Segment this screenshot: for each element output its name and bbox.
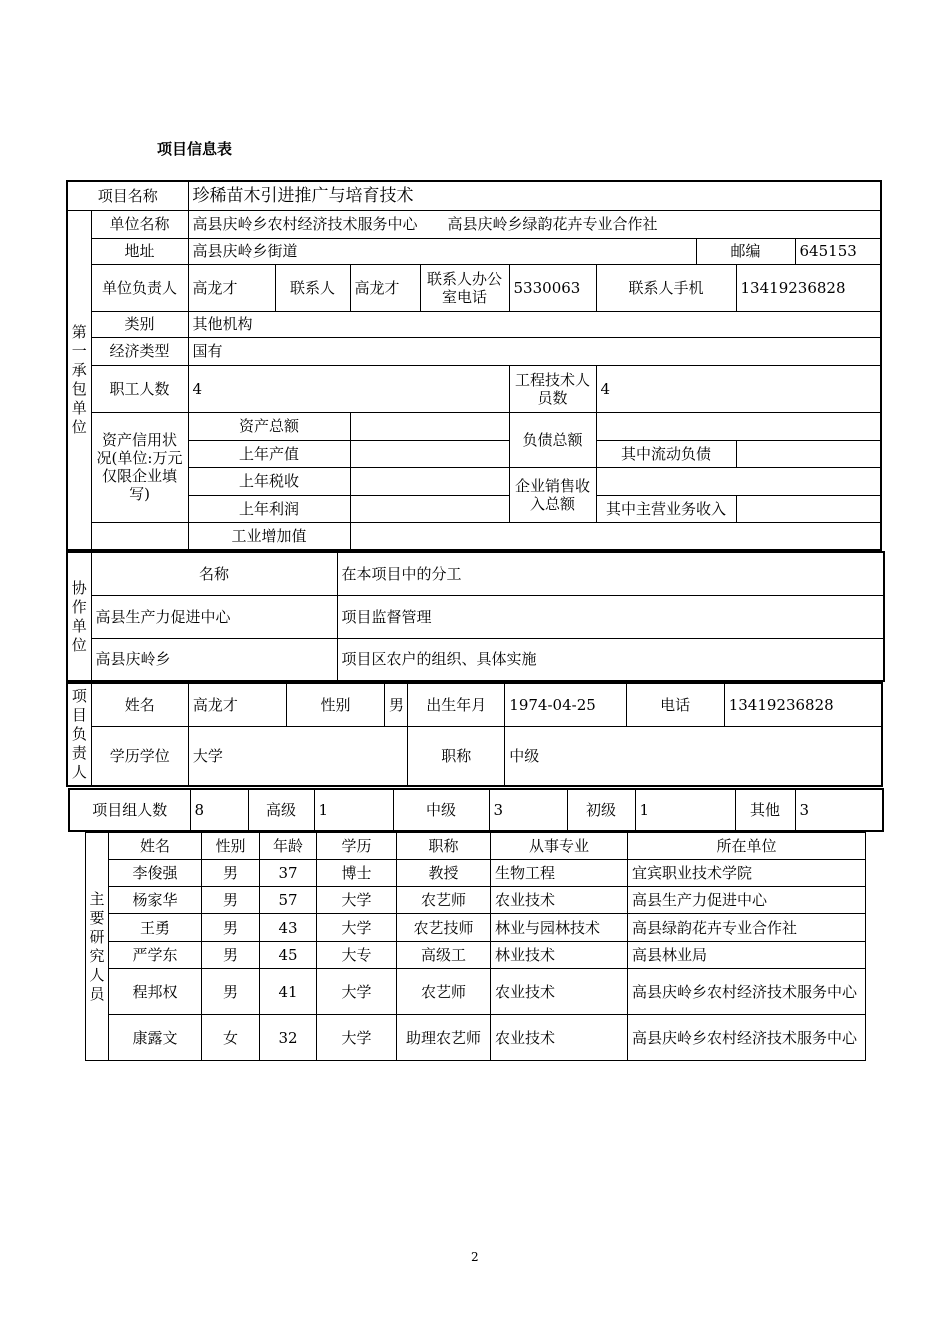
researchers-section-label: 主要研究人员: [86, 833, 109, 1061]
total-debt-value: [596, 412, 881, 440]
researcher-unit: 高县庆岭乡农村经济技术服务中心: [628, 969, 866, 1015]
researcher-title: 农艺师: [397, 887, 491, 914]
researcher-name: 程邦权: [109, 969, 202, 1015]
middle-value: 3: [489, 789, 567, 831]
senior-value: 1: [314, 789, 393, 831]
researcher-age: 41: [260, 969, 317, 1015]
postcode-value: 645153: [795, 238, 881, 264]
unit-name-label: 单位名称: [91, 210, 188, 238]
postcode-label: 邮编: [696, 238, 795, 264]
researcher-unit: 高县生产力促进中心: [628, 887, 866, 914]
leader-name-label: 姓名: [91, 683, 188, 726]
leader-title-value: 中级: [505, 726, 882, 786]
researcher-specialty: 农业技术: [491, 969, 628, 1015]
researcher-education: 博士: [317, 860, 397, 887]
leader-birth-label: 出生年月: [408, 683, 505, 726]
sales-income-label: 企业销售收入总额: [509, 467, 596, 522]
unit-info-table: [66, 180, 882, 551]
researcher-name: 王勇: [109, 914, 202, 942]
coop-row-name: 高县庆岭乡: [91, 638, 337, 681]
researcher-education: 大学: [317, 914, 397, 942]
mobile-label: 联系人手机: [596, 264, 736, 311]
other-label: 其他: [735, 789, 795, 831]
address-value: 高县庆岭乡街道: [188, 238, 696, 264]
researcher-gender: 男: [202, 860, 260, 887]
researcher-name: 杨家华: [109, 887, 202, 914]
total-debt-label: 负债总额: [509, 412, 596, 467]
other-value: 3: [795, 789, 883, 831]
cooperation-table: [66, 551, 885, 682]
researcher-title: 教授: [397, 860, 491, 887]
researcher-title: 农艺师: [397, 969, 491, 1015]
sales-income-value: [596, 467, 881, 495]
project-name-label: 项目名称: [67, 181, 188, 210]
table-row: [86, 1015, 866, 1061]
researcher-education: 大学: [317, 887, 397, 914]
industry-added-label: 工业增加值: [188, 522, 350, 550]
researcher-specialty: 林业与园林技术: [491, 914, 628, 942]
researcher-name: 李俊强: [109, 860, 202, 887]
category-value: 其他机构: [188, 311, 881, 337]
office-phone-value: 5330063: [509, 264, 596, 311]
engineer-count-value: 4: [596, 365, 881, 412]
main-income-label: 其中主营业务收入: [596, 495, 736, 522]
coop-role-header: 在本项目中的分工: [337, 552, 884, 595]
leader-title-label: 职称: [408, 726, 505, 786]
last-profit-label: 上年利润: [188, 495, 350, 522]
economy-type-label: 经济类型: [91, 337, 188, 365]
leader-birth-value: 1974-04-25: [505, 683, 626, 726]
researcher-name: 康露文: [109, 1015, 202, 1061]
first-contractor-section-label: 第一承包单位: [67, 210, 91, 550]
leader-edu-value: 大学: [188, 726, 407, 786]
last-output-label: 上年产值: [188, 440, 350, 467]
leader-phone-value: 13419236828: [724, 683, 882, 726]
researcher-gender: 女: [202, 1015, 260, 1061]
researcher-title: 高级工: [397, 942, 491, 969]
coop-row-role: 项目监督管理: [337, 595, 884, 638]
leader-name-value: 高龙才: [188, 683, 286, 726]
researcher-gender: 男: [202, 969, 260, 1015]
researcher-unit: 高县林业局: [628, 942, 866, 969]
researcher-specialty: 农业技术: [491, 887, 628, 914]
col-header: 从事专业: [491, 833, 628, 860]
last-tax-label: 上年税收: [188, 467, 350, 495]
researcher-age: 57: [260, 887, 317, 914]
col-header: 所在单位: [628, 833, 866, 860]
project-name-value: 珍稀苗木引进推广与培育技术: [188, 181, 881, 210]
page-title: 项目信息表: [157, 140, 233, 158]
researcher-unit: 宜宾职业技术学院: [628, 860, 866, 887]
coop-row-name: 高县生产力促进中心: [91, 595, 337, 638]
economy-type-value: 国有: [188, 337, 881, 365]
main-income-value: [736, 495, 881, 522]
researcher-education: 大学: [317, 1015, 397, 1061]
unit-head-label: 单位负责人: [91, 264, 188, 311]
leader-gender-value: 男: [384, 683, 407, 726]
last-profit-value: [350, 495, 509, 522]
coop-row-role: 项目区农户的组织、具体实施: [337, 638, 884, 681]
researcher-title: 农艺技师: [397, 914, 491, 942]
researcher-gender: 男: [202, 887, 260, 914]
col-header: 姓名: [109, 833, 202, 860]
researcher-title: 助理农艺师: [397, 1015, 491, 1061]
table-row: [86, 860, 866, 887]
researcher-unit: 高县绿韵花卉专业合作社: [628, 914, 866, 942]
engineer-count-label: 工程技术人员数: [509, 365, 596, 412]
unit-name-value: 高县庆岭乡农村经济技术服务中心 高县庆岭乡绿韵花卉专业合作社: [188, 210, 881, 238]
leader-edu-label: 学历学位: [91, 726, 188, 786]
researcher-education: 大专: [317, 942, 397, 969]
total-assets-label: 资产总额: [188, 412, 350, 440]
contact-value: 高龙才: [350, 264, 420, 311]
researcher-education: 大学: [317, 969, 397, 1015]
unit-head-value: 高龙才: [188, 264, 275, 311]
researcher-unit: 高县庆岭乡农村经济技术服务中心: [628, 1015, 866, 1061]
blank-cell: [91, 522, 188, 550]
researcher-age: 45: [260, 942, 317, 969]
team-count-table: [68, 788, 884, 832]
col-header: 年龄: [260, 833, 317, 860]
last-tax-value: [350, 467, 509, 495]
table-row: [86, 887, 866, 914]
last-output-value: [350, 440, 509, 467]
contact-label: 联系人: [275, 264, 350, 311]
cooperation-section-label: 协作单位: [67, 552, 91, 681]
staff-count-value: 4: [188, 365, 509, 412]
researcher-age: 32: [260, 1015, 317, 1061]
researcher-name: 严学东: [109, 942, 202, 969]
leader-gender-label: 性别: [286, 683, 384, 726]
coop-name-header: 名称: [91, 552, 337, 595]
current-debt-label: 其中流动负债: [596, 440, 736, 467]
junior-label: 初级: [567, 789, 635, 831]
team-count-label: 项目组人数: [69, 789, 190, 831]
researcher-gender: 男: [202, 914, 260, 942]
current-debt-value: [736, 440, 881, 467]
junior-value: 1: [635, 789, 735, 831]
researcher-specialty: 生物工程: [491, 860, 628, 887]
mobile-value: 13419236828: [736, 264, 881, 311]
address-label: 地址: [91, 238, 188, 264]
page-number: 2: [471, 1250, 479, 1264]
col-header: 职称: [397, 833, 491, 860]
senior-label: 高级: [248, 789, 314, 831]
table-row: [86, 914, 866, 942]
researchers-table: [85, 832, 866, 1061]
team-count-value: 8: [190, 789, 248, 831]
category-label: 类别: [91, 311, 188, 337]
researcher-gender: 男: [202, 942, 260, 969]
col-header: 学历: [317, 833, 397, 860]
table-row: [86, 969, 866, 1015]
researcher-specialty: 林业技术: [491, 942, 628, 969]
middle-label: 中级: [393, 789, 489, 831]
col-header: 性别: [202, 833, 260, 860]
researcher-specialty: 农业技术: [491, 1015, 628, 1061]
researcher-age: 43: [260, 914, 317, 942]
total-assets-value: [350, 412, 509, 440]
project-leader-table: [66, 682, 883, 787]
leader-phone-label: 电话: [626, 683, 724, 726]
staff-count-label: 职工人数: [91, 365, 188, 412]
leader-section-label: 项目负责人: [67, 683, 91, 786]
credit-status-label: 资产信用状况(单位:万元仅限企业填写): [91, 412, 188, 522]
industry-added-value: [350, 522, 881, 550]
researcher-age: 37: [260, 860, 317, 887]
office-phone-label: 联系人办公室电话: [420, 264, 509, 311]
table-row: [86, 942, 866, 969]
